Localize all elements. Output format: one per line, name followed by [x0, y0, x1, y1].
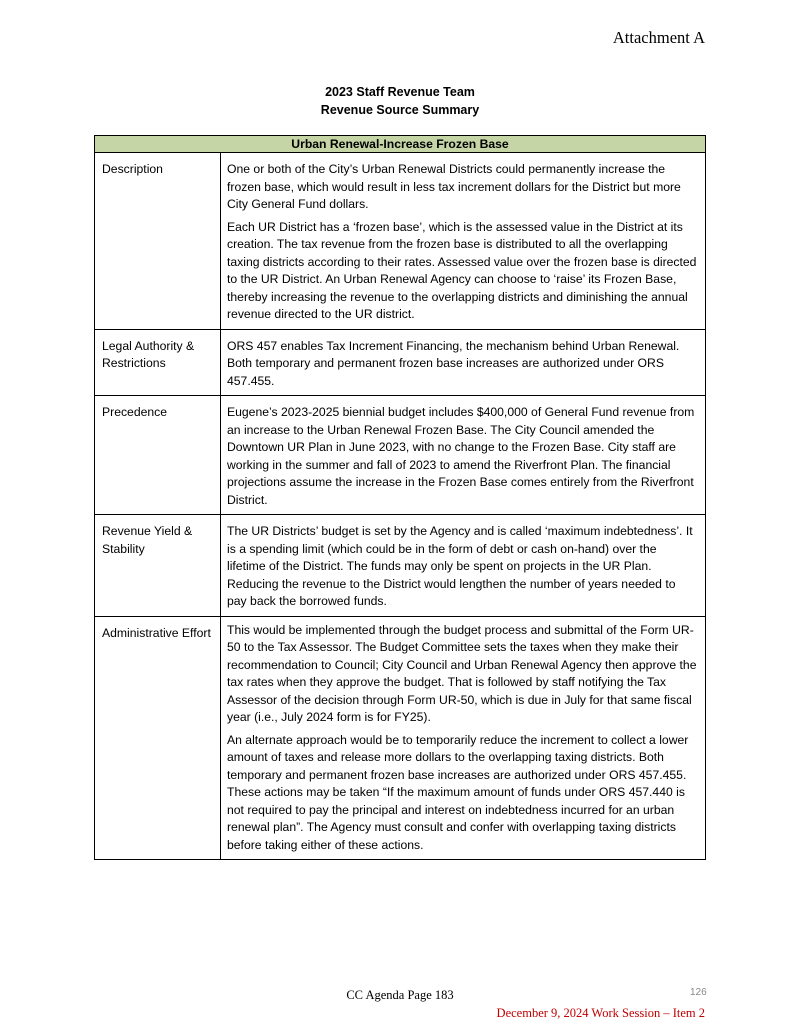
- row-content-legal-authority: [221, 329, 706, 396]
- attachment-label: Attachment A: [612, 28, 705, 47]
- row-label-legal-authority: Legal Authority & Restrictions: [95, 329, 221, 396]
- row-content-revenue-yield: [221, 515, 706, 617]
- row-content-precedence: [221, 396, 706, 515]
- table-header: Urban Renewal-Increase Frozen Base: [95, 136, 706, 153]
- paragraph: This would be implemented through the budget process and submittal of the Form UR-50 to the Tax Assessor. The Budget Committee sets the taxes when they make their recommendation to Council; City Council and Urban Renewal Agency then approve the tax rates when they approve the budget. That is followed by staff notifying the Tax Assessor of the decision through Form UR-50, which is due in July for that same fiscal year (i.e., July 2024 form is for FY25).: [227, 622, 697, 724]
- paragraph: ORS 457 enables Tax Increment Financing, the mechanism behind Urban Renewal. Both temporary and permanent frozen base increases are authorized under ORS 457.455.: [227, 338, 680, 388]
- document-title: 2023 Staff Revenue Team: [325, 85, 475, 99]
- paragraph: Eugene’s 2023-2025 biennial budget includes $400,000 of General Fund revenue from an increase to the Urban Renewal Frozen Base. The City Council amended the Downtown UR Plan in June 2023, with no change to the Frozen Base. City staff are working in the summer and fall of 2023 to amend the Riverfront Plan. The financial projections assume the increase in the Frozen Base comes entirely from the Riverfront District.: [227, 405, 695, 507]
- document-titles: [0, 83, 800, 119]
- table-row: [95, 153, 706, 330]
- row-content-description: [221, 153, 706, 330]
- table-header-row: [95, 136, 706, 153]
- paragraph: Each UR District has a ‘frozen base’, which is the assessed value in the District at its creation. The tax revenue from the frozen base is distributed to all the overlapping taxing districts according to their rates. Assessed value over the frozen base is directed to the UR District. An Urban Renewal Agency can choose to ‘raise’ its Frozen Base, thereby increasing the revenue to the overlapping districts and diminishing the annual revenue directed to the UR district.: [227, 219, 697, 321]
- document-subtitle: Revenue Source Summary: [320, 103, 480, 117]
- paragraph: An alternate approach would be to temporarily reduce the increment to collect a lower amount of taxes and release more dollars to the overlapping taxing districts. Both temporary and permanent frozen base increases are authorized under ORS 457.455. These actions may be taken “If the maximum amount of funds under ORS 457.440 is not required to pay the principal and interest on indebtedness incurred for an urban renewal plan”. The Agency must consult and confer with overlapping taxing districts before taking either of these actions.: [227, 732, 689, 852]
- table-row: [95, 329, 706, 396]
- table-row: [95, 515, 706, 617]
- paragraph: The UR Districts’ budget is set by the Agency and is called ‘maximum indebtedness’. It is a spending limit (which could be in the form of debt or cash on-hand) over the lifetime of the District. The funds may only be spent on projects in the UR Plan. Reducing the revenue to the District would lengthen the number of years needed to pay back the borrowed funds.: [227, 524, 693, 608]
- row-label-precedence: Precedence: [95, 396, 221, 515]
- row-label-revenue-yield: Revenue Yield & Stability: [95, 515, 221, 617]
- page-number: 126: [690, 987, 707, 998]
- table-row: [95, 616, 706, 860]
- row-label-administrative-effort: Administrative Effort: [95, 616, 221, 860]
- row-label-description: Description: [95, 153, 221, 330]
- row-content-administrative-effort: [221, 616, 706, 860]
- footer-agenda-page: CC Agenda Page 183: [346, 988, 454, 1002]
- revenue-summary-table: [94, 135, 706, 860]
- footer-work-session: December 9, 2024 Work Session – Item 2: [496, 1006, 705, 1020]
- paragraph: One or both of the City’s Urban Renewal Districts could permanently increase the frozen base, which would result in less tax increment dollars for the District but more City General Fund dollars.: [227, 162, 681, 211]
- table-row: [95, 396, 706, 515]
